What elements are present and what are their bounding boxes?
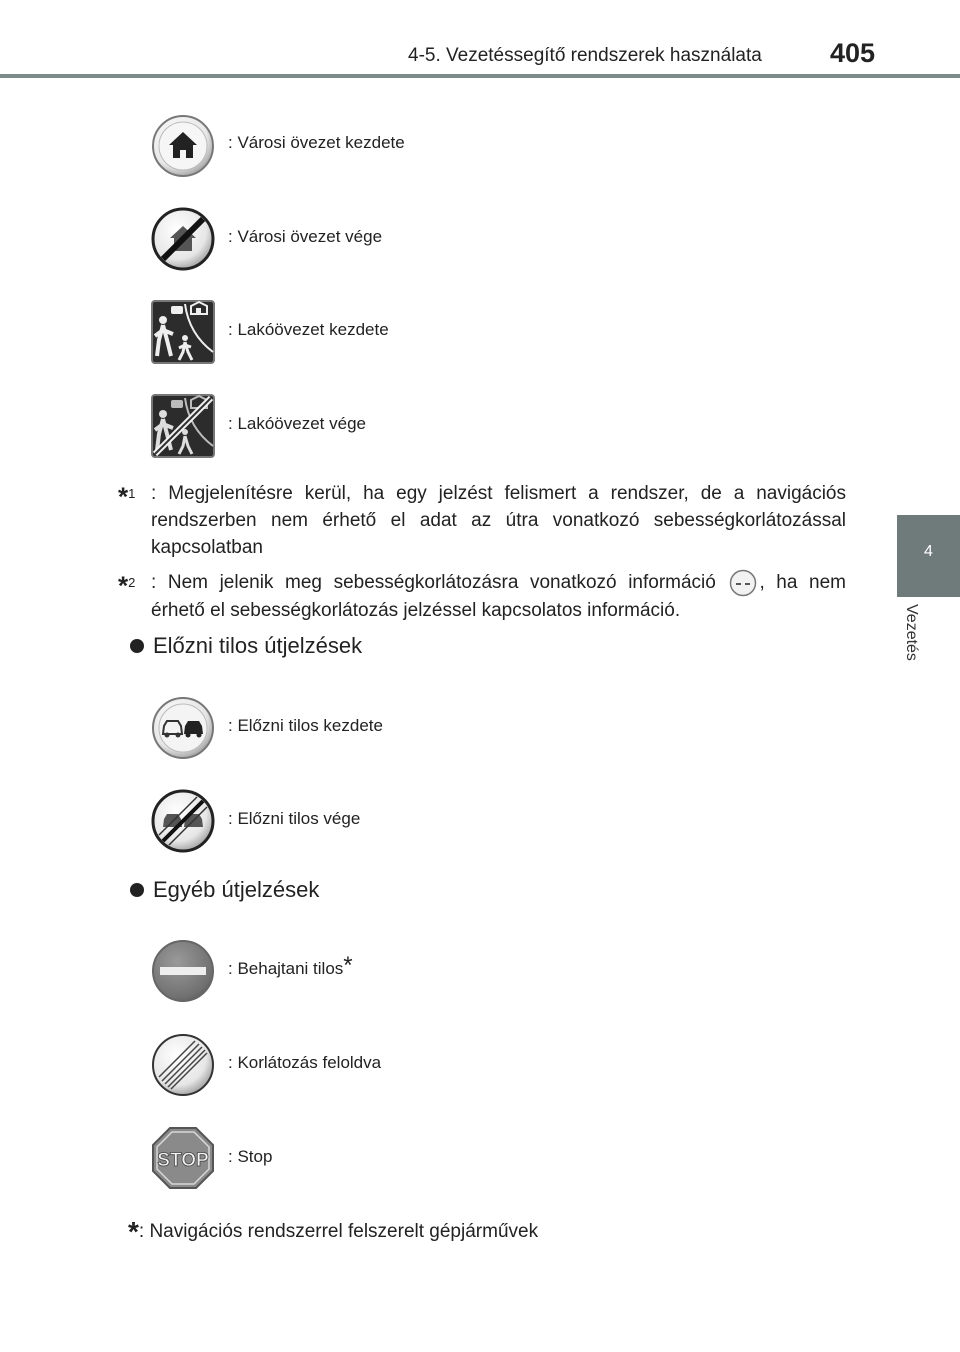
end-of-restrictions-sign-icon [151, 1033, 215, 1097]
sign-label-no-overtaking-start: : Előzni tilos kezdete [228, 716, 383, 735]
town-start-sign-icon [151, 114, 215, 178]
sign-label-residential-end: : Lakóövezet vége [228, 414, 366, 433]
chapter-label [896, 604, 926, 684]
sign-label-stop: : Stop [228, 1147, 273, 1166]
bullet-icon [130, 883, 144, 897]
residential-zone-start-sign-icon [151, 300, 215, 364]
sign-label-town-end: : Városi övezet vége [228, 227, 383, 246]
note-2-mark: *$^2$ [118, 570, 136, 601]
chapter-number: 4 [924, 543, 933, 560]
no-overtaking-start-sign-icon [151, 696, 215, 760]
bullet-icon [130, 639, 144, 653]
footnote [128, 1212, 539, 1247]
no-entry-sign-icon [151, 939, 215, 1003]
chapter-tab [897, 515, 960, 597]
header-title: 4-5. Vezetéssegítő rendszerek használata [408, 45, 762, 66]
chapter-label-text: Vezetés [903, 604, 920, 661]
header-divider [0, 74, 960, 78]
stop-sign-icon [151, 1126, 215, 1190]
footnote-mark: * [128, 1216, 139, 1247]
town-end-sign-icon [151, 207, 215, 271]
no-overtaking-end-sign-icon [151, 789, 215, 853]
no-speed-info-icon [729, 569, 757, 597]
page-number: 405 [830, 38, 876, 68]
sign-label-town-start: : Városi övezet kezdete [228, 133, 405, 152]
footnote-text: : Navigációs rendszerrel felszerelt gépjárművek [138, 1221, 539, 1242]
note-2-text: : Nem jelenik meg sebességkorlátozásra vonatkozó információ , ha nem érhető el sebességkorlátozás jelzéssel kapcsolatos információ. [151, 569, 846, 624]
residential-zone-end-sign-icon [151, 394, 215, 458]
sign-label-end-of-restrictions: : Korlátozás feloldva [228, 1053, 382, 1072]
sign-label-residential-start: : Lakóövezet kezdete [228, 320, 389, 339]
sign-label-no-entry: : Behajtani tilos* [228, 952, 353, 980]
note-1-mark: *$^1$ [118, 481, 136, 512]
section-heading-no-overtaking: Előzni tilos útjelzések [130, 633, 362, 659]
note-2 [118, 569, 846, 624]
note-1 [118, 480, 846, 561]
sign-label-no-overtaking-end: : Előzni tilos vége [228, 809, 361, 828]
section-heading-other: Egyéb útjelzések [130, 877, 319, 903]
svg-text:STOP: STOP [157, 1150, 209, 1171]
note-1-text: : Megjelenítésre kerül, ha egy jelzést felismert a rendszer, de a navigációs rendszerben nem érhető el adat az útra vonatkozó sebességkorlátozással kapcsolatban [151, 483, 846, 558]
